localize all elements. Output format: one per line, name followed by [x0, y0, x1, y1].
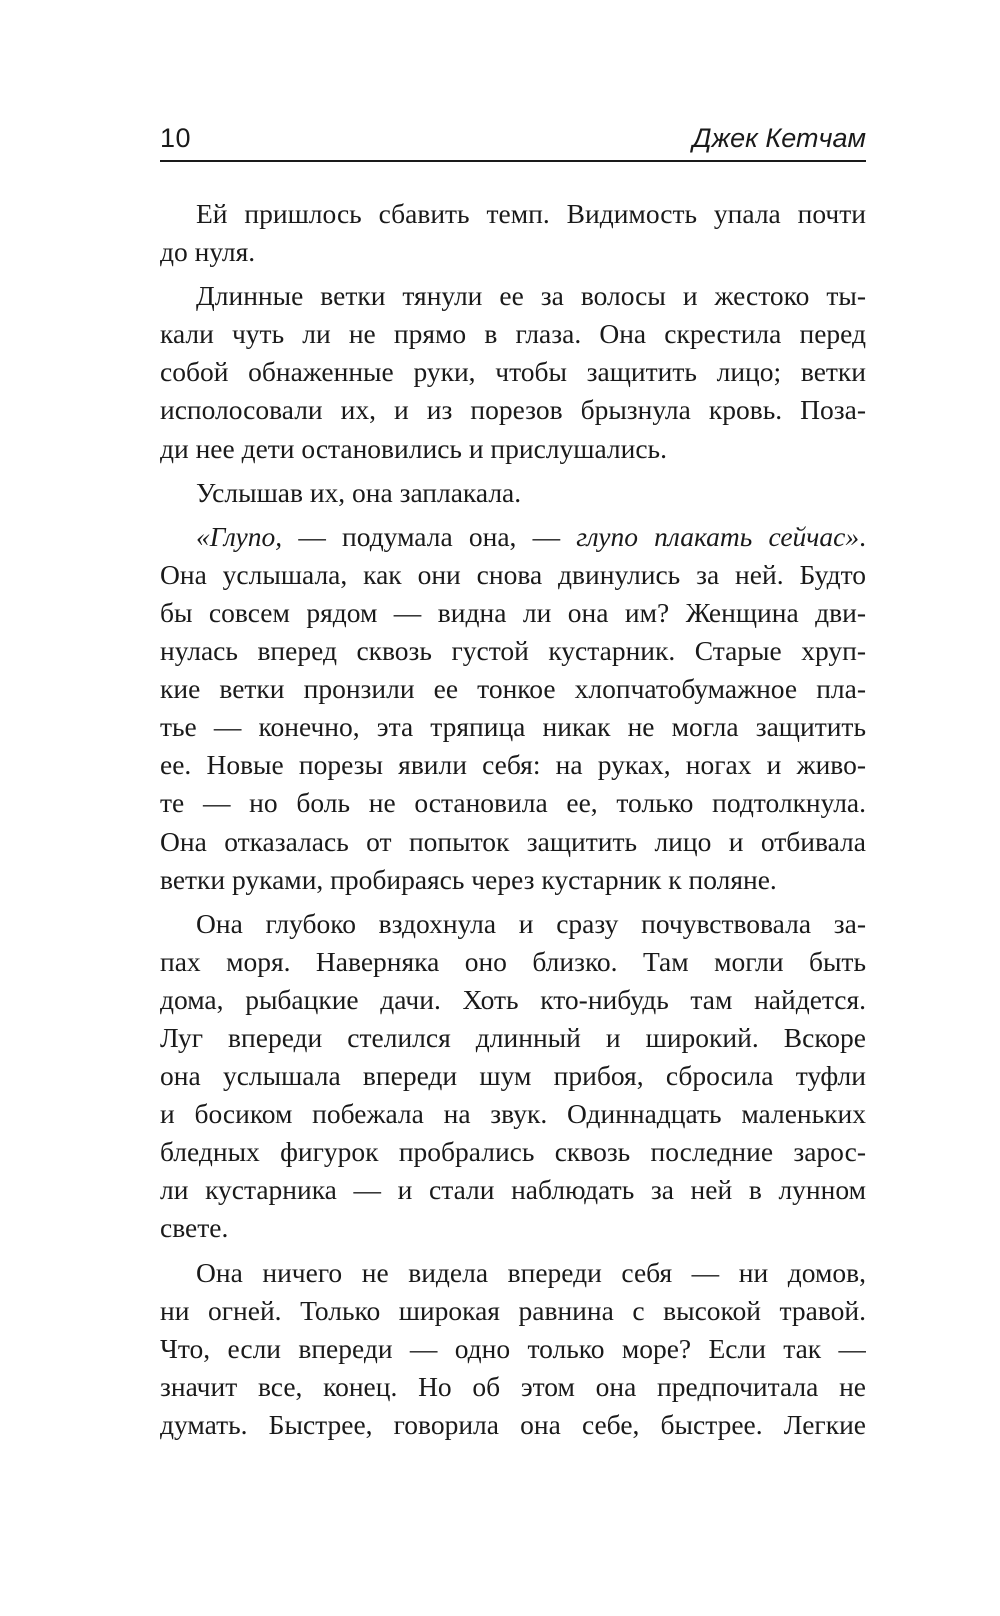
text-line: дома, рыбацкие дачи. Хоть кто-нибудь там найдется. [160, 983, 866, 1015]
text-line: до нуля. [160, 236, 256, 268]
paragraph-6 [160, 1254, 866, 1444]
text-line: кие ветки пронзили ее тонкое хлопчатобумажное пла- [160, 673, 866, 705]
text-line: Она глубоко вздохнула и сразу почувствовала за- [196, 907, 866, 939]
text-line: Длинные ветки тянули ее за волосы и жестоко ты- [196, 280, 866, 312]
text-line: бледных фигурок пробрались сквозь последние зарос- [160, 1136, 866, 1168]
text-line: исполосовали их, и из порезов брызнула кровь. Поза- [160, 394, 866, 426]
text-line: ди нее дети остановились и прислушались. [160, 432, 667, 464]
text-line: Луг впереди стелился длинный и широкий. Вскоре [160, 1021, 866, 1053]
text-line-quote [160, 518, 866, 556]
paragraph-2 [160, 277, 866, 467]
text-line: тье — конечно, эта тряпица никак не могла защитить [160, 711, 866, 743]
text-line: она услышала впереди шум прибоя, сбросила туфли [160, 1060, 866, 1092]
text-line: кали чуть ли не прямо в глаза. Она скрестила перед [160, 318, 866, 350]
paragraph-5 [160, 905, 866, 1248]
text-line: и босиком побежала на звук. Одиннадцать маленьких [160, 1098, 866, 1130]
running-head-author: Джек Кетчам [692, 123, 866, 153]
text-line: ни огней. Только широкая равнина с высокой травой. [160, 1294, 866, 1326]
text-line: пах моря. Наверняка оно близко. Там могли быть [160, 945, 866, 977]
page-number: 10 [160, 123, 192, 153]
text-line: те — но боль не остановила ее, только подтолкнула. [160, 787, 866, 819]
text-line: Она отказалась от попыток защитить лицо и отбивала [160, 825, 866, 857]
page-header [160, 120, 866, 162]
text-line: собой обнаженные руки, чтобы защитить лицо; ветки [160, 356, 866, 388]
text-line: значит все, конец. Но об этом она предпочитала не [160, 1370, 866, 1402]
text-line: думать. Быстрее, говорила она себе, быстрее. Легкие [160, 1408, 866, 1440]
text-line: бы совсем рядом — видна ли она им? Женщина дви- [160, 596, 866, 628]
paragraph-3 [160, 474, 866, 512]
text-line: Услышав их, она заплакала. [196, 476, 522, 508]
text-line: ветки руками, пробираясь через кустарник к поляне. [160, 863, 777, 895]
quote-tail: . [859, 520, 866, 552]
text-line: Что, если впереди — одно только море? Если так — [160, 1332, 866, 1364]
quote-italic-start: «Глупо, [196, 520, 283, 552]
text-line: свете. [160, 1212, 229, 1244]
text-line: Она услышала, как они снова двинулись за ней. Будто [160, 558, 866, 590]
paragraph-1 [160, 195, 866, 271]
text-line: Ей пришлось сбавить темп. Видимость упала почти [196, 198, 866, 229]
paragraph-4 [160, 518, 866, 899]
quote-plain: — подумала она, — [282, 520, 577, 552]
text-line: ли кустарника — и стали наблюдать за ней в лунном [160, 1174, 866, 1206]
text-line: ее. Новые порезы явили себя: на руках, ногах и живо- [160, 749, 866, 781]
text-line: нулась вперед сквозь густой кустарник. Старые хруп- [160, 635, 866, 667]
text-line: Она ничего не видела впереди себя — ни домов, [196, 1256, 866, 1288]
body-text [160, 195, 866, 1444]
quote-italic-end: глупо плакать сейчас» [576, 520, 860, 552]
